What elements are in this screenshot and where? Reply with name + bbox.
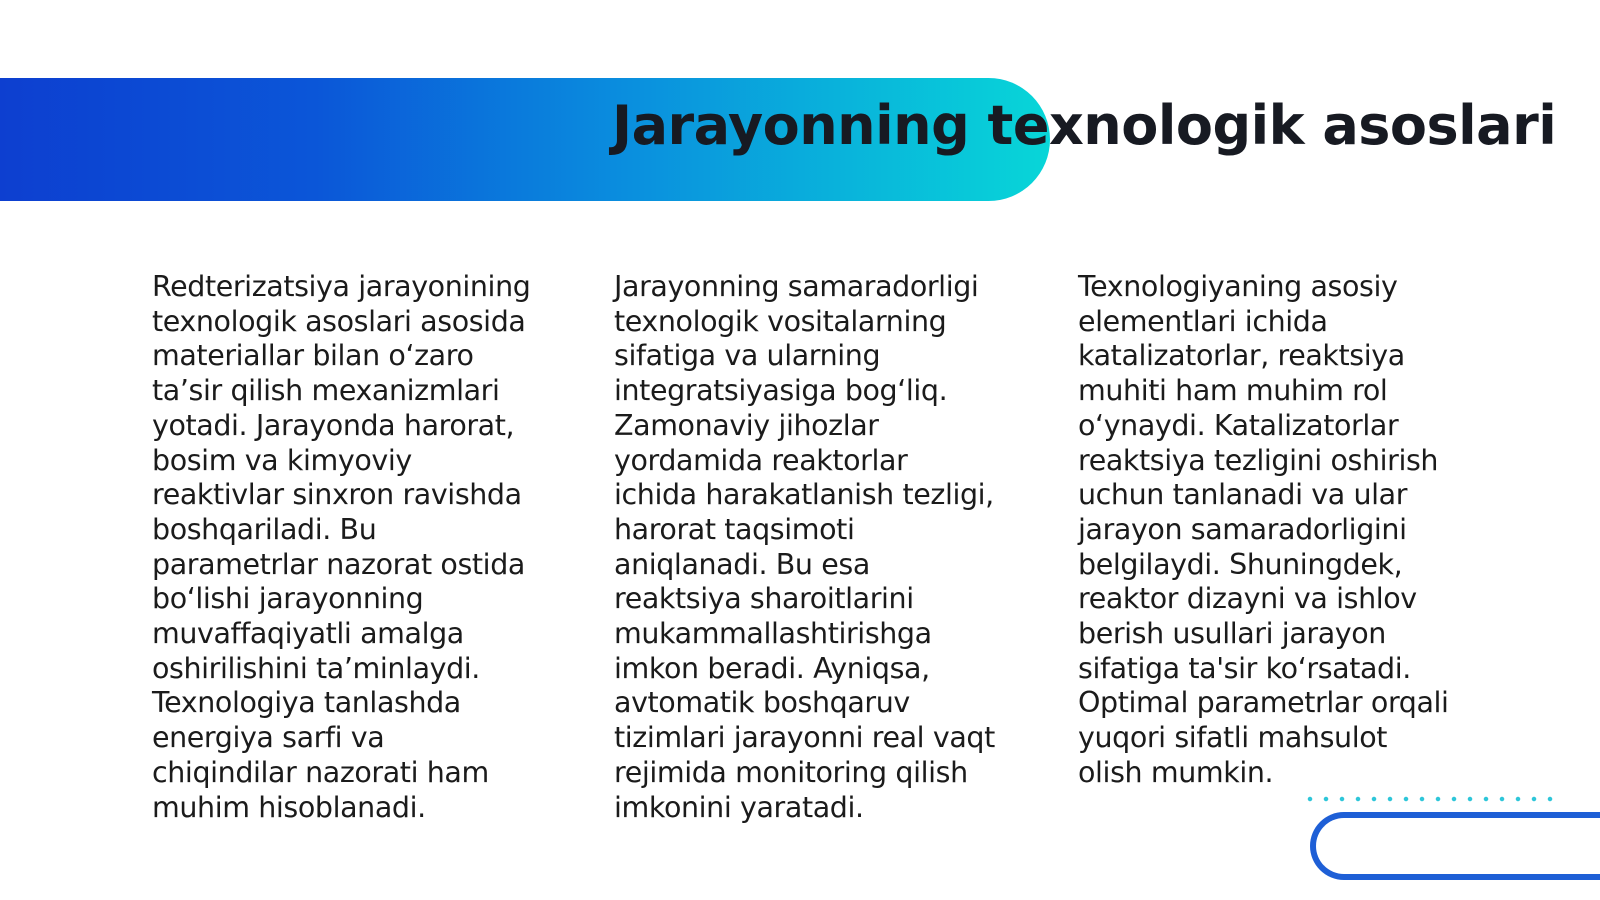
text-line: elementlari ichida (1078, 304, 1328, 338)
text-line: muhim hisoblanadi. (152, 790, 426, 824)
text-line: bo‘lishi jarayonning (152, 582, 424, 616)
text-line: energiya sarfi va (152, 721, 385, 755)
text-line: reaktsiya tezligini oshirish (1078, 443, 1439, 477)
text-line: imkonini yaratadi. (614, 790, 864, 824)
text-line: Jarayonning samaradorligi (614, 270, 979, 303)
text-line: reaktor dizayni va ishlov (1078, 582, 1417, 616)
slide-title: Jarayonning texnologik asoslari (612, 94, 1557, 157)
text-line: Texnologiya tanlashda (152, 686, 461, 720)
text-line: yuqori sifatli mahsulot (1078, 721, 1388, 755)
text-line: muvaffaqiyatli amalga (152, 617, 464, 651)
text-line: avtomatik boshqaruv (614, 686, 910, 720)
text-line: sifatiga ta'sir ko‘rsatadi. (1078, 651, 1411, 685)
decorative-outline-pill (1310, 812, 1600, 880)
text-line: bosim va kimyoviy (152, 443, 412, 477)
text-line: integratsiyasiga bog‘liq. (614, 374, 948, 408)
text-line: rejimida monitoring qilish (614, 755, 968, 789)
text-line: texnologik asoslari asosida (152, 304, 526, 338)
text-line: harorat taqsimoti (614, 512, 855, 546)
text-line: o‘ynaydi. Katalizatorlar (1078, 408, 1399, 442)
text-line: muhiti ham muhim rol (1078, 374, 1388, 408)
text-line: materiallar bilan o‘zaro (152, 339, 474, 373)
text-line: ichida harakatlanish tezligi, (614, 478, 994, 512)
text-line: yotadi. Jarayonda harorat, (152, 408, 515, 442)
text-line: Zamonaviy jihozlar (614, 408, 879, 442)
text-column-1 (152, 270, 542, 825)
text-line: chiqindilar nazorati ham (152, 755, 489, 789)
text-line: oshirilishini ta’minlaydi. (152, 651, 480, 685)
text-line: parametrlar nazorat ostida (152, 547, 525, 581)
text-line: belgilaydi. Shuningdek, (1078, 547, 1403, 581)
text-line: jarayon samaradorligini (1078, 512, 1407, 546)
text-line: boshqariladi. Bu (152, 512, 377, 546)
text-line: berish usullari jarayon (1078, 617, 1386, 651)
text-line: mukammallashtirishga (614, 617, 932, 651)
text-line: aniqlanadi. Bu esa (614, 547, 870, 581)
text-line: uchun tanlanadi va ular (1078, 478, 1408, 512)
text-line: tizimlari jarayonni real vaqt (614, 721, 995, 755)
text-line: yordamida reaktorlar (614, 443, 908, 477)
text-line: sifatiga va ularning (614, 339, 881, 373)
text-column-2 (614, 270, 1004, 825)
text-column-3 (1078, 270, 1468, 791)
text-line: reaktsiya sharoitlarini (614, 582, 914, 616)
text-line: Redterizatsiya jarayonining (152, 270, 531, 303)
text-line: texnologik vositalarning (614, 304, 947, 338)
text-line: ta’sir qilish mexanizmlari (152, 374, 500, 408)
text-line: olish mumkin. (1078, 755, 1274, 789)
text-line: Texnologiyaning asosiy (1078, 270, 1398, 303)
text-line: Optimal parametrlar orqali (1078, 686, 1449, 720)
text-line: reaktivlar sinxron ravishda (152, 478, 522, 512)
text-line: katalizatorlar, reaktsiya (1078, 339, 1405, 373)
text-line: imkon beradi. Ayniqsa, (614, 651, 930, 685)
decorative-dots (1302, 796, 1562, 802)
